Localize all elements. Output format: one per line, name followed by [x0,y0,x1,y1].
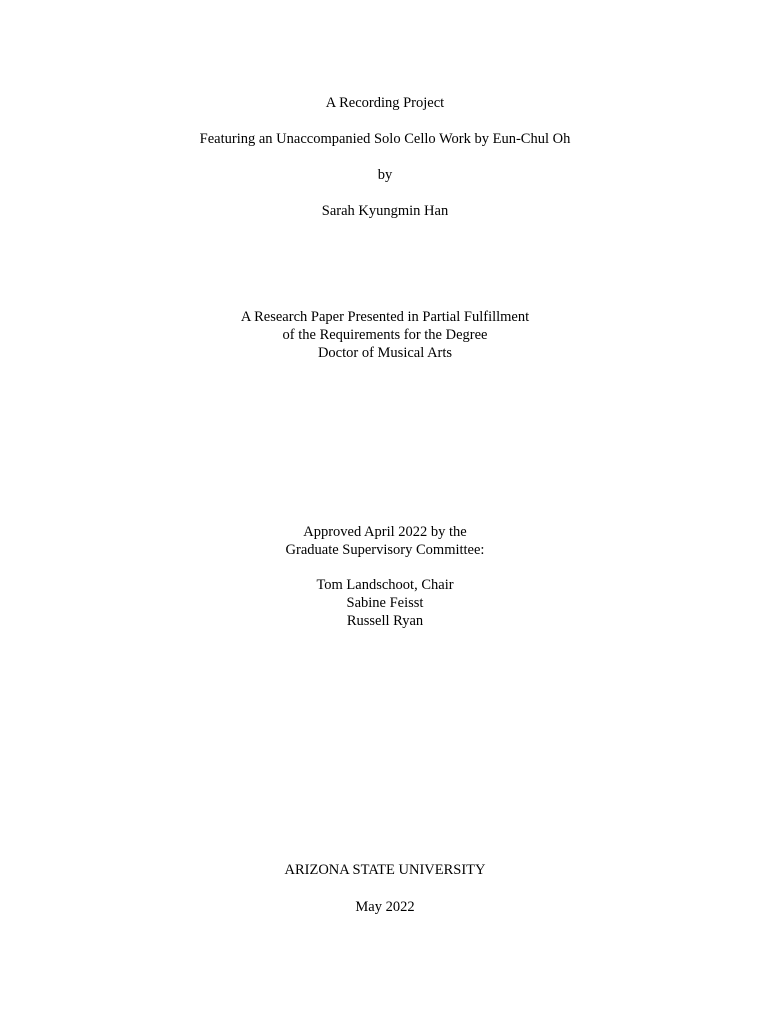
title-line-1: A Recording Project [325,95,445,111]
approval-line-2: Graduate Supervisory Committee: [285,542,485,558]
university-name: ARIZONA STATE UNIVERSITY [284,862,486,878]
committee-member-chair: Tom Landschoot, Chair [316,577,454,593]
presentation-line-3: Doctor of Musical Arts [317,345,453,361]
approval-line-1: Approved April 2022 by the [303,524,467,540]
presentation-line-2: of the Requirements for the Degree [282,327,488,343]
by-line: by [377,167,393,183]
committee-member-3: Russell Ryan [346,613,424,629]
author-name: Sarah Kyungmin Han [321,203,449,219]
title-line-2: Featuring an Unaccompanied Solo Cello Work by Eun-Chul Oh [199,131,571,147]
committee-member-2: Sabine Feisst [346,595,424,611]
presentation-line-1: A Research Paper Presented in Partial Fulfillment [240,309,530,325]
submission-date: May 2022 [355,899,415,915]
